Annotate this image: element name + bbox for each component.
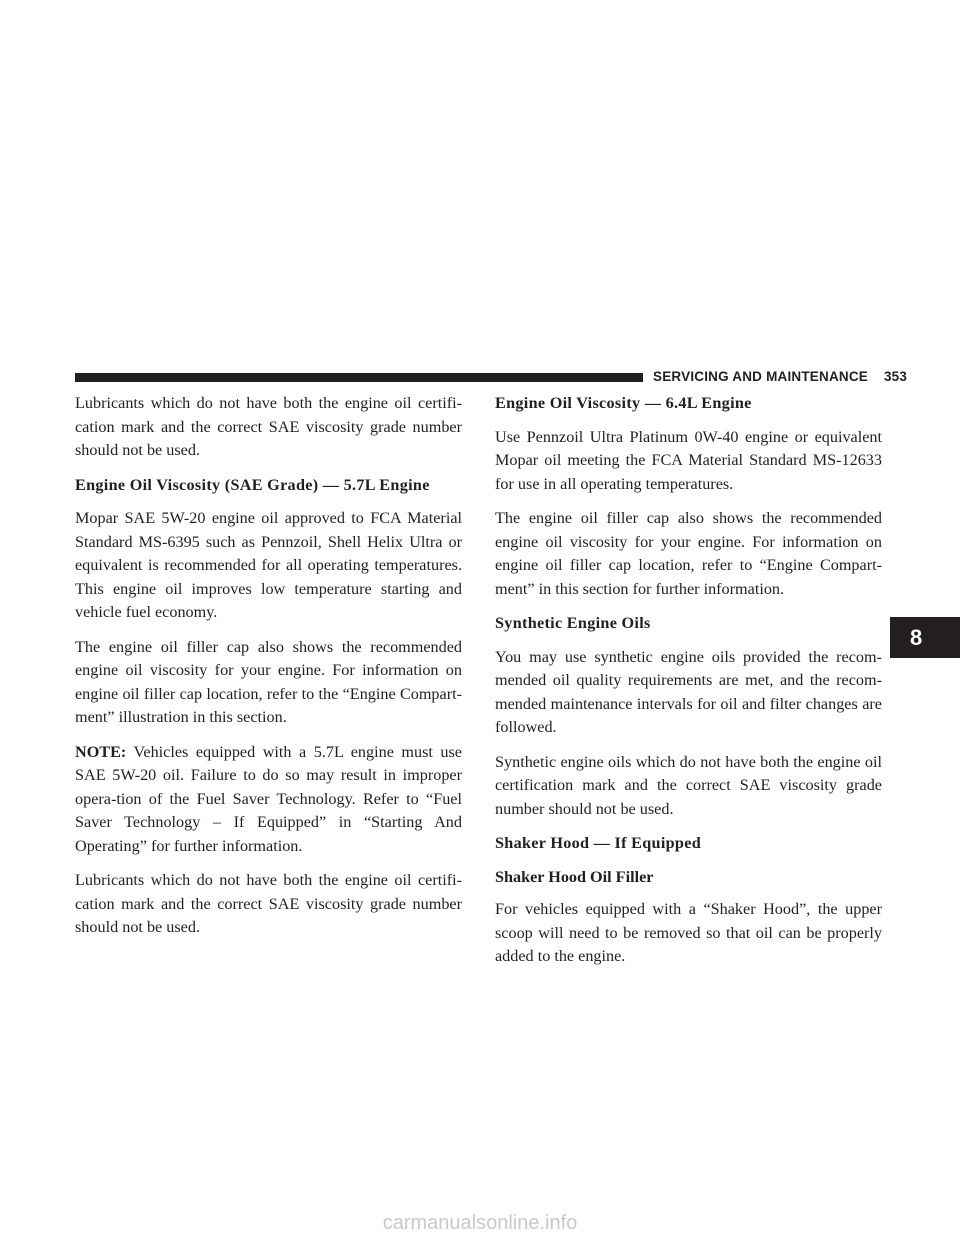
section-heading: Shaker Hood — If Equipped [495,834,702,852]
paragraph: Mopar SAE 5W-20 engine oil approved to FCA Material Standard MS-6395 such as Pennzoil, Shell Helix Ultra or equivalent is recommended for all operating temperatures. This engine oil improves low temperature starting and vehicle fuel economy. [75,509,462,621]
note-text: Vehicles equipped with a 5.7L engine must use SAE 5W-20 oil. Failure to do so may result in improper opera-tion of the Fuel Saver Technology. Refer to “Fuel Saver Technology – If Equipped” in “Starting And Operating” for further information. [75,742,462,855]
subsection-heading: Shaker Hood Oil Filler [495,867,654,886]
running-header [653,369,907,384]
right-column [495,392,882,980]
page-number: 353 [883,369,908,384]
paragraph: Lubricants which do not have both the engine oil certifi-cation mark and the correct SAE viscosity grade number should not be used. [75,394,462,459]
paragraph: You may use synthetic engine oils provided the recom-mended oil quality requirements are met, and the recom-mended maintenance intervals for oil and filter changes are followed. [495,647,882,736]
paragraph: For vehicles equipped with a “Shaker Hood”, the upper scoop will need to be removed so that oil can be properly added to the engine. [495,900,882,965]
paragraph: The engine oil filler cap also shows the recommended engine oil viscosity for your engine. For information on engine oil filler cap location, refer to the “Engine Compart-ment” illustration in this section. [75,637,462,726]
header-rule [75,373,643,382]
footer-watermark: carmanualsonline.info [382,1212,578,1234]
paragraph: The engine oil filler cap also shows the recommended engine oil viscosity for your engine. For information on engine oil filler cap location, refer to “Engine Compart-ment” in this section for further information. [495,509,882,598]
paragraph: Synthetic engine oils which do not have both the engine oil certification mark and the correct SAE viscosity grade number should not be used. [495,752,882,818]
paragraph: Lubricants which do not have both the engine oil certifi-cation mark and the correct SAE viscosity grade number should not be used. [75,871,462,936]
section-heading: Engine Oil Viscosity (SAE Grade) — 5.7L Engine [75,475,430,494]
section-title: SERVICING AND MAINTENANCE [653,369,869,384]
section-heading: Engine Oil Viscosity — 6.4L Engine [495,394,752,412]
paragraph: Use Pennzoil Ultra Platinum 0W-40 engine or equivalent Mopar oil meeting the FCA Material Standard MS-12633 for use in all operating temperatures. [495,427,882,493]
note-label: NOTE: [75,742,127,761]
note-paragraph [75,741,462,859]
left-column [75,392,462,951]
chapter-tab: 8 [890,617,960,658]
section-heading: Synthetic Engine Oils [495,614,651,632]
